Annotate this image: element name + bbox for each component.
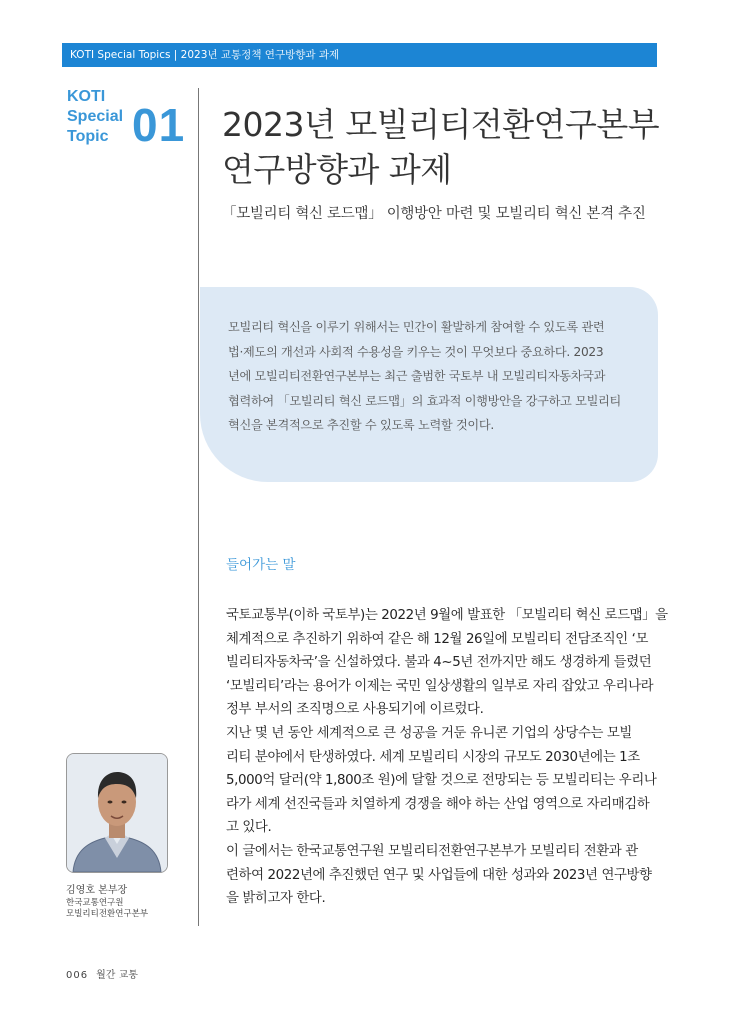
- page-footer: [66, 966, 138, 981]
- body-line: 라가 세계 선진국들과 치열하게 경쟁을 해야 하는 산업 영역으로 자리매김하: [226, 796, 650, 812]
- body-line: 고 있다.: [226, 820, 272, 836]
- body-text: [226, 604, 668, 911]
- page-number: 006: [66, 970, 89, 981]
- body-line: 빌리티자동차국’을 신설하였다. 불과 4~5년 전까지만 해도 생경하게 들렸던: [226, 655, 652, 671]
- body-line: 5,000억 달러(약 1,800조 원)에 달할 것으로 전망되는 등 모빌리티는 우리나: [226, 773, 657, 789]
- abstract-line: 혁신을 본격적으로 추진할 수 있도록 노력할 것이다.: [228, 418, 494, 432]
- publication-name: 월간 교통: [96, 970, 138, 981]
- body-line: ‘모빌리티’라는 용어가 이제는 국민 일상생활의 일부로 자리 잡았고 우리나라: [226, 678, 654, 694]
- author-portrait-image: [67, 754, 167, 872]
- abstract-line: 년에 모빌리티전환연구본부는 최근 출범한 국토부 내 모빌리티자동차국과: [228, 369, 606, 383]
- author-photo: [66, 753, 168, 873]
- body-line: 체계적으로 추진하기 위하여 같은 해 12월 26일에 모빌리티 전담조직인 ‘모: [226, 631, 649, 647]
- body-line: 리티 분야에서 탄생하였다. 세계 모빌리티 시장의 규모도 2030년에는 1조: [226, 749, 640, 765]
- body-line: 국토교통부(이하 국토부)는 2022년 9월에 발표한 「모빌리티 혁신 로드맵」을: [226, 608, 668, 623]
- abstract-line: 협력하여 「모빌리티 혁신 로드맵」의 효과적 이행방안을 강구하고 모빌리티: [228, 393, 621, 408]
- section-heading: 들어가는 말: [226, 557, 296, 573]
- abstract-line: 모빌리티 혁신을 이루기 위해서는 민간이 활발하게 참여할 수 있도록 관련: [228, 320, 605, 334]
- topic-number: 01: [132, 99, 186, 151]
- body-line: 을 밝히고자 한다.: [226, 891, 326, 907]
- vertical-divider: [198, 88, 199, 926]
- article-title: [222, 102, 660, 192]
- title-line-1: 2023년 모빌리티전환연구본부: [222, 105, 660, 144]
- label-line-special: Special: [67, 108, 124, 125]
- author-info: [66, 884, 148, 920]
- body-line: 련하여 2022년에 추진했던 연구 및 사업들에 대한 성과와 2023년 연구방향: [226, 867, 652, 883]
- body-line: 이 글에서는 한국교통연구원 모빌리티전환연구본부가 모빌리티 전환과 관: [226, 843, 638, 859]
- body-line: 지난 몇 년 동안 세계적으로 큰 성공을 거둔 유니콘 기업의 상당수는 모빌: [226, 725, 632, 741]
- author-affiliation-1: 한국교통연구원: [66, 898, 124, 908]
- author-name: 김영호 본부장: [66, 885, 128, 896]
- koti-special-topic-label: [67, 87, 123, 147]
- label-line-topic: Topic: [67, 128, 109, 145]
- body-line: 정부 부서의 조직명으로 사용되기에 이르렀다.: [226, 702, 484, 718]
- article-subtitle: 「모빌리티 혁신 로드맵」 이행방안 마련 및 모빌리티 혁신 본격 추진: [222, 206, 646, 222]
- running-header: KOTI Special Topics | 2023년 교통정책 연구방향과 과제: [62, 43, 657, 67]
- abstract-line: 법·제도의 개선과 사회적 수용성을 키우는 것이 무엇보다 중요하다. 2023: [228, 344, 604, 359]
- label-line-koti: KOTI: [67, 88, 106, 105]
- abstract-text: [228, 315, 636, 438]
- title-line-2: 연구방향과 과제: [222, 150, 452, 189]
- author-affiliation-2: 모빌리티전환연구본부: [66, 909, 149, 919]
